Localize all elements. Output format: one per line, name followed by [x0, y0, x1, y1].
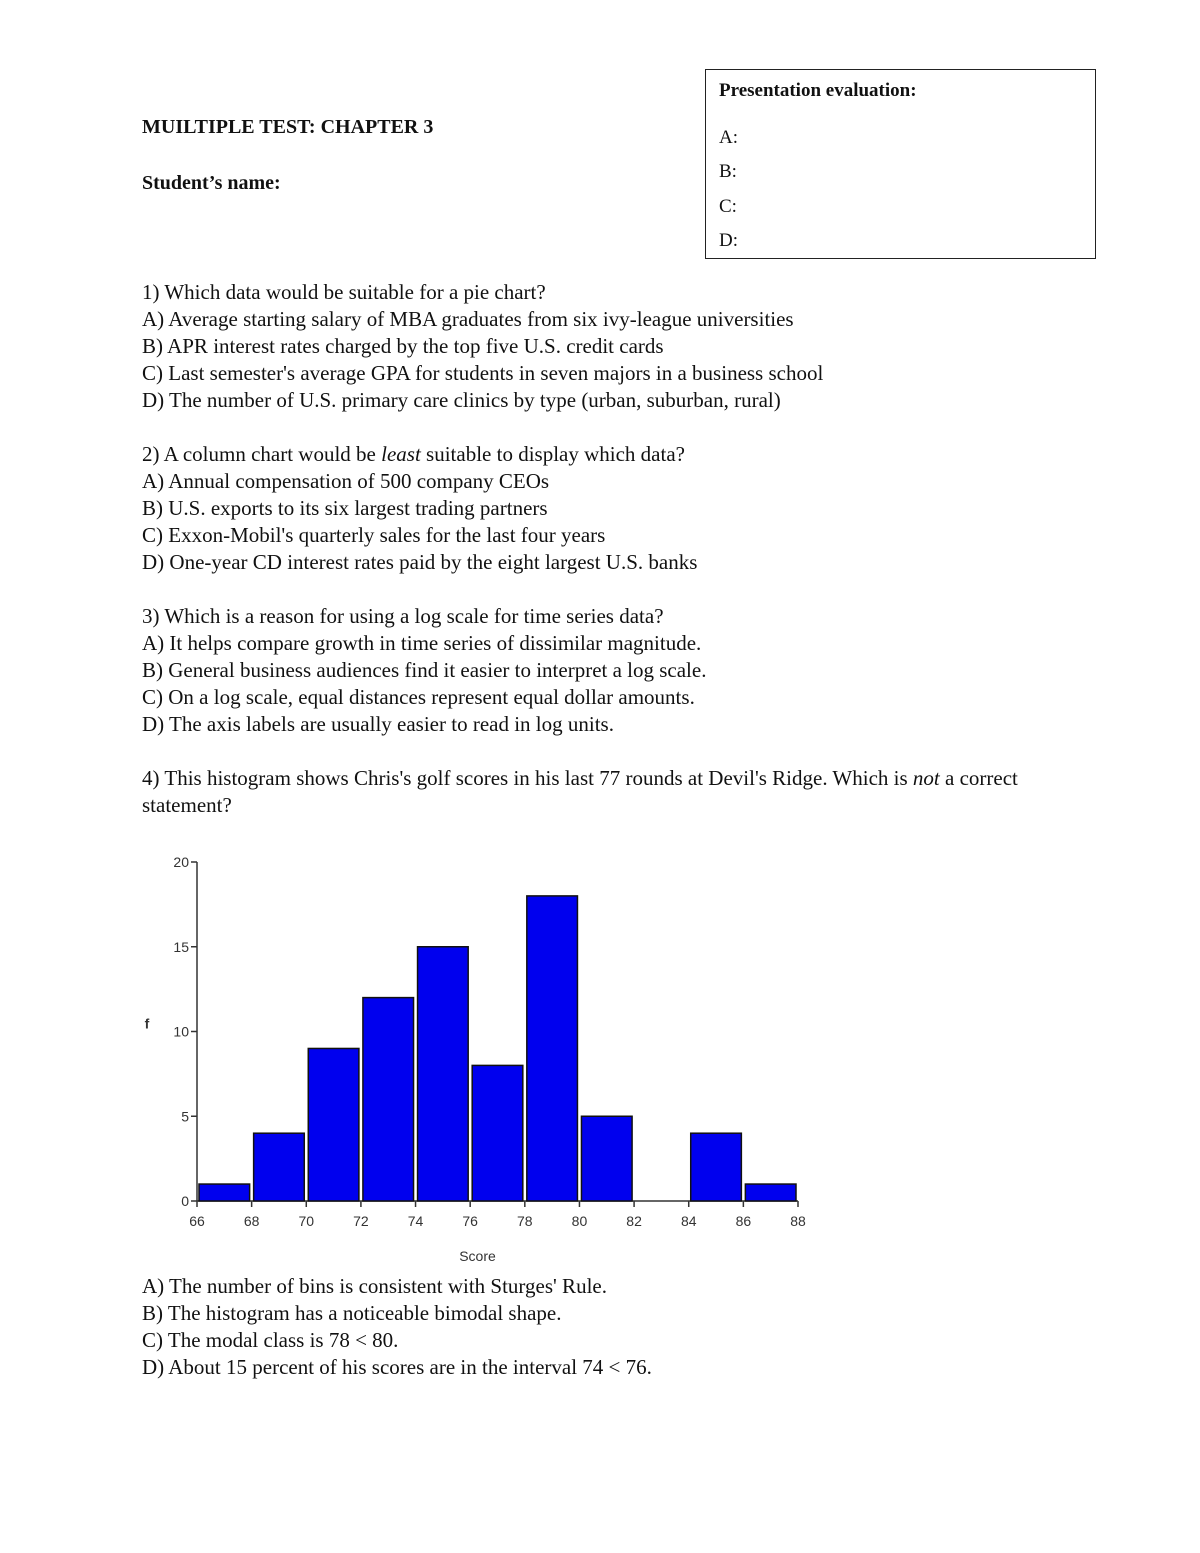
question-stem: 1) Which data would be suitable for a pie chart?	[142, 280, 546, 304]
answer-option: A) The number of bins is consistent with Sturges' Rule.	[142, 1274, 607, 1298]
y-tick-label: 0	[181, 1193, 189, 1209]
question-1	[142, 279, 1102, 414]
evaluation-line-a: A:	[719, 127, 738, 148]
y-tick-label: 10	[173, 1023, 189, 1040]
answer-option: B) APR interest rates charged by the top five U.S. credit cards	[142, 334, 664, 358]
answer-option: C) Last semester's average GPA for students in seven majors in a business school	[142, 361, 824, 385]
evaluation-title: Presentation evaluation:	[719, 80, 917, 101]
histogram-bar	[745, 1184, 796, 1201]
answer-option: B) U.S. exports to its six largest trading partners	[142, 496, 548, 520]
y-axis-label: f	[144, 1015, 150, 1032]
histogram-bar	[363, 998, 414, 1201]
x-tick-label: 84	[680, 1213, 697, 1229]
chart-labels	[145, 854, 806, 1264]
stem-emphasis: not	[912, 766, 940, 790]
x-tick-label: 72	[353, 1213, 369, 1229]
histogram-bar	[691, 1133, 742, 1201]
x-tick-label: 70	[298, 1213, 315, 1229]
histogram-bar	[199, 1184, 250, 1201]
x-tick-label: 74	[407, 1213, 424, 1229]
test-title: MUILTIPLE TEST: CHAPTER 3	[142, 116, 434, 138]
stem-text: a correct statement?	[142, 766, 1018, 817]
chart-bars	[199, 896, 796, 1201]
evaluation-line-b: B:	[719, 161, 737, 182]
x-tick-label: 88	[790, 1213, 806, 1229]
answer-option: A) Average starting salary of MBA graduates from six ivy-league universities	[142, 307, 794, 331]
x-tick-label: 78	[517, 1213, 533, 1229]
answer-option: D) The axis labels are usually easier to read in log units.	[142, 712, 614, 736]
answer-option: A) It helps compare growth in time series of dissimilar magnitude.	[142, 631, 702, 655]
x-tick-label: 80	[571, 1213, 588, 1229]
x-tick-label: 66	[189, 1213, 205, 1229]
golf-score-histogram	[140, 845, 820, 1270]
histogram-bar	[254, 1133, 305, 1201]
histogram-bar	[308, 1048, 359, 1201]
student-name-label: Student’s name:	[142, 172, 281, 194]
answer-option: C) The modal class is 78 < 80.	[142, 1328, 399, 1352]
stem-emphasis: least	[381, 442, 421, 466]
answer-option: D) The number of U.S. primary care clinics by type (urban, suburban, rural)	[142, 388, 781, 412]
x-axis-label: Score	[459, 1248, 496, 1264]
histogram-bar	[472, 1065, 523, 1201]
answer-option: C) Exxon-Mobil's quarterly sales for the last four years	[142, 523, 606, 547]
histogram-bar	[581, 1116, 632, 1201]
answer-option: D) About 15 percent of his scores are in the interval 74 < 76.	[142, 1355, 652, 1379]
histogram-bar	[418, 947, 469, 1201]
y-tick-label: 5	[181, 1108, 189, 1125]
presentation-evaluation-box	[705, 69, 1096, 259]
x-tick-label: 86	[735, 1213, 752, 1229]
evaluation-line-c: C:	[719, 196, 737, 217]
question-2	[142, 441, 1102, 576]
y-tick-label: 20	[173, 854, 189, 870]
histogram-bar	[527, 896, 578, 1201]
x-tick-label: 76	[462, 1213, 478, 1229]
answer-option: C) On a log scale, equal distances represent equal dollar amounts.	[142, 685, 695, 709]
stem-text: suitable to display which data?	[420, 442, 685, 466]
answer-option: B) The histogram has a noticeable bimodal shape.	[142, 1301, 562, 1325]
x-tick-label: 68	[243, 1213, 260, 1229]
question-4	[142, 765, 1072, 819]
question-stem	[142, 441, 1102, 468]
stem-text: 4) This histogram shows Chris's golf scores in his last 77 rounds at Devil's Ridge. Which is	[142, 766, 913, 790]
y-tick-label: 15	[173, 938, 189, 955]
answer-option: B) General business audiences find it easier to interpret a log scale.	[142, 658, 707, 682]
stem-text: 2) A column chart would be	[142, 442, 382, 466]
question-4-options	[142, 1273, 1102, 1381]
answer-option: A) Annual compensation of 500 company CEOs	[142, 469, 550, 493]
question-stem: 3) Which is a reason for using a log scale for time series data?	[142, 604, 664, 628]
question-stem	[142, 765, 1072, 819]
evaluation-line-d: D:	[719, 230, 738, 251]
question-3	[142, 603, 1102, 738]
x-tick-label: 82	[626, 1213, 642, 1229]
answer-option: D) One-year CD interest rates paid by the eight largest U.S. banks	[142, 550, 698, 574]
